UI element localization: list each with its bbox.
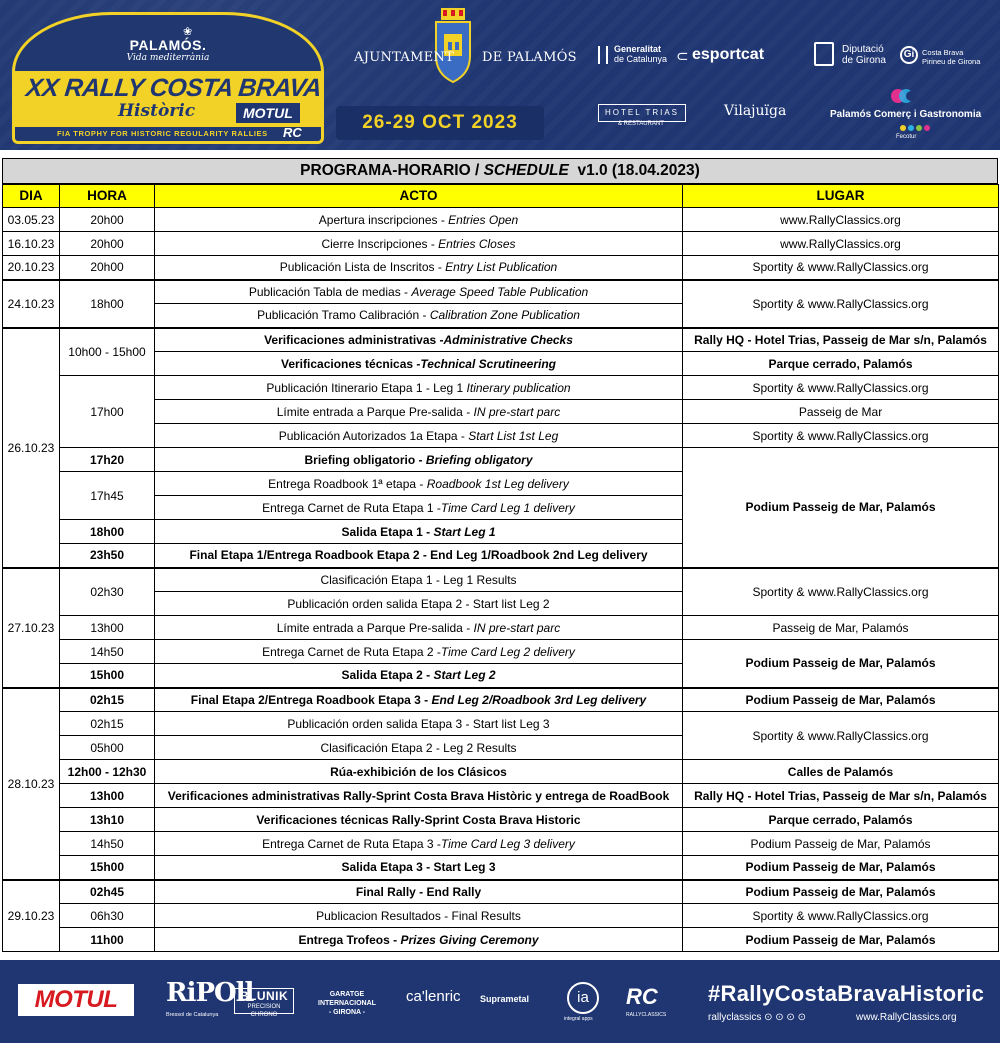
comerc-logo-icon <box>890 86 918 106</box>
comerc-gastronomia-logo: Palamós Comerç i Gastronomia <box>830 109 982 120</box>
hotel-trias-logo: HOTEL TRIAS <box>598 104 686 122</box>
acto-en: Administrative Checks <box>443 332 573 347</box>
table-row <box>3 784 999 808</box>
cell-dia: 16.10.23 <box>3 232 60 256</box>
acto-es: Verificaciones técnicas Rally-Sprint Costa Brava Historic <box>256 812 581 827</box>
motul-logo <box>18 984 134 1016</box>
acto-es: Publicación Tramo Calibración - <box>257 308 430 323</box>
generalitat-icon <box>598 46 608 64</box>
integral-apps-logo: ia <box>567 982 599 1014</box>
garatge-line1: GARATGE <box>329 991 365 998</box>
calenric-logo: ca'lenric <box>406 988 461 1005</box>
cell-hora: 02h45 <box>60 880 155 904</box>
acto-es: Publicación Tabla de medias - <box>248 284 412 299</box>
cell-acto <box>155 376 683 400</box>
acto-en: Start Leg 1 <box>433 524 496 539</box>
cell-lugar: www.RallyClassics.org <box>683 208 999 232</box>
acto-es: Límite entrada a Parque Pre-salida - <box>276 404 474 419</box>
cell-hora: 17h20 <box>60 448 155 472</box>
social-handles: rallyclassics ⊙ ⊙ ⊙ ⊙ <box>708 1012 806 1023</box>
cell-lugar: Sportity & www.RallyClassics.org <box>683 280 999 328</box>
cell-acto <box>155 208 683 232</box>
acto-en: Prizes Giving Ceremony <box>400 932 539 947</box>
cell-acto <box>155 448 683 472</box>
cell-dia: 29.10.23 <box>3 880 60 952</box>
website-link[interactable]: www.RallyClassics.org <box>856 1012 957 1023</box>
cell-lugar: Podium Passeig de Mar, Palamós <box>683 448 999 568</box>
cell-lugar: Calles de Palamós <box>683 760 999 784</box>
acto-es: Salida Etapa 2 - <box>341 668 434 683</box>
cell-acto <box>155 592 683 616</box>
cell-hora: 18h00 <box>60 520 155 544</box>
cell-hora: 02h30 <box>60 568 155 616</box>
cell-hora: 02h15 <box>60 712 155 736</box>
table-row <box>3 448 999 472</box>
table-row <box>3 208 999 232</box>
event-dates: 26-29 OCT 2023 <box>362 112 518 133</box>
table-row <box>3 832 999 856</box>
cell-lugar: Passeig de Mar <box>683 400 999 424</box>
cell-lugar: Parque cerrado, Palamós <box>683 808 999 832</box>
ripoll-logo: RiPOll <box>166 978 254 1008</box>
rallyclassics-subtitle: RALLYCLASSICS <box>626 1012 667 1018</box>
blunik-wordmark: BLUNIK <box>239 989 289 1003</box>
table-row <box>3 256 999 280</box>
table-row <box>3 688 999 712</box>
costa-brava-line1: Costa Brava <box>922 48 964 57</box>
cell-acto <box>155 736 683 760</box>
cell-lugar: Rally HQ - Hotel Trias, Passeig de Mar s/n, Palamós <box>683 328 999 352</box>
cell-acto <box>155 544 683 568</box>
cell-hora: 15h00 <box>60 856 155 880</box>
cell-acto <box>155 400 683 424</box>
cell-hora: 15h00 <box>60 664 155 688</box>
acto-es: Briefing obligatorio - <box>304 452 426 467</box>
acto-es: Verificaciones técnicas - <box>281 356 421 371</box>
diputacio-line1: Diputació <box>842 44 884 55</box>
acto-en: Itinerary publication <box>466 380 571 395</box>
cell-acto <box>155 808 683 832</box>
cell-acto <box>155 688 683 712</box>
acto-es: Rúa-exhibición de los Clásicos <box>330 764 507 779</box>
table-row <box>3 904 999 928</box>
table-row <box>3 880 999 904</box>
suprametal-logo: Suprametal <box>480 994 530 1004</box>
acto-es: Entrega Roadbook 1ª etapa - <box>268 476 427 491</box>
cell-dia: 28.10.23 <box>3 688 60 880</box>
cell-acto <box>155 928 683 952</box>
event-dates-bar <box>336 106 544 140</box>
cell-lugar: Podium Passeig de Mar, Palamós <box>683 928 999 952</box>
cell-hora: 13h10 <box>60 808 155 832</box>
acto-en: Start Leg 2 <box>433 668 496 683</box>
ajuntament-text-right: DE PALAMÓS <box>482 50 577 65</box>
cell-acto <box>155 664 683 688</box>
esportcat-icon: ⊂ <box>676 48 689 65</box>
cell-hora: 14h50 <box>60 832 155 856</box>
acto-en: Entries Closes <box>438 236 516 251</box>
cell-lugar: www.RallyClassics.org <box>683 232 999 256</box>
acto-en: Time Card Leg 3 delivery <box>440 836 575 851</box>
table-row <box>3 808 999 832</box>
acto-en: Calibration Zone Publication <box>429 308 580 323</box>
cell-acto <box>155 712 683 736</box>
cell-acto <box>155 520 683 544</box>
cell-hora: 13h00 <box>60 616 155 640</box>
cell-lugar: Sportity & www.RallyClassics.org <box>683 424 999 448</box>
generalitat-line2: de Catalunya <box>614 54 668 64</box>
acto-en: Briefing obligatory <box>425 452 533 467</box>
cell-hora: 12h00 - 12h30 <box>60 760 155 784</box>
acto-en: Time Card Leg 2 delivery <box>440 644 575 659</box>
cell-lugar: Sportity & www.RallyClassics.org <box>683 256 999 280</box>
table-row <box>3 568 999 592</box>
cell-lugar: Parque cerrado, Palamós <box>683 352 999 376</box>
palamos-mark-icon: ❀ <box>183 26 193 38</box>
acto-es: Final Rally - End Rally <box>355 884 482 899</box>
event-logo <box>12 12 324 144</box>
cell-lugar: Podium Passeig de Mar, Palamós <box>683 832 999 856</box>
footer-sponsors-bar <box>0 960 1000 1043</box>
acto-es: Publicación Itinerario Etapa 1 - Leg 1 <box>266 380 467 395</box>
cell-acto <box>155 256 683 280</box>
cell-acto <box>155 280 683 304</box>
acto-es: Publicación Lista de Inscritos - <box>279 260 446 275</box>
garatge-line3: - GIRONA - <box>328 1009 366 1016</box>
rally-subtitle: Històric <box>118 101 196 121</box>
acto-es: Clasificación Etapa 1 - Leg 1 Results <box>320 572 517 587</box>
ripoll-subtitle: Bressol de Catalunya <box>166 1012 219 1018</box>
schedule-title <box>2 158 998 184</box>
acto-en: Time Card Leg 1 delivery <box>440 500 575 515</box>
acto-en: End Leg 2/Roadbook 3rd Leg delivery <box>431 692 647 707</box>
acto-es: Cierre Inscripciones - <box>321 236 439 251</box>
comerc-dots-icon <box>898 124 938 132</box>
acto-es: Verificaciones administrativas - <box>264 332 444 347</box>
costa-brava-line2: Pirineu de Girona <box>922 57 981 66</box>
table-row <box>3 760 999 784</box>
motul-sponsor-badge: MOTUL <box>236 103 300 123</box>
acto-es: Final Etapa 1/Entrega Roadbook Etapa 2 - End Leg 1/Roadbook 2nd Leg delivery <box>189 548 648 563</box>
cell-dia: 03.05.23 <box>3 208 60 232</box>
acto-en: IN pre-start parc <box>473 404 561 419</box>
cell-hora: 14h50 <box>60 640 155 664</box>
table-row <box>3 928 999 952</box>
garatge-internacional-logo <box>318 990 376 1017</box>
table-row <box>3 616 999 640</box>
acto-en: Roadbook 1st Leg delivery <box>426 476 569 491</box>
cell-acto <box>155 232 683 256</box>
cell-lugar: Passeig de Mar, Palamós <box>683 616 999 640</box>
acto-es: Publicación Autorizados 1a Etapa - <box>278 428 469 443</box>
cell-lugar: Sportity & www.RallyClassics.org <box>683 568 999 616</box>
costa-brava-logo <box>922 48 980 66</box>
hotel-trias-subtitle: & RESTAURANT <box>618 121 664 127</box>
table-row <box>3 328 999 352</box>
diputacio-line2: de Girona <box>842 55 886 66</box>
cell-hora: 17h45 <box>60 472 155 520</box>
acto-es: Entrega Trofeos - <box>298 932 401 947</box>
garatge-line2: INTERNACIONAL <box>318 1000 376 1007</box>
cell-acto <box>155 832 683 856</box>
cell-lugar: Podium Passeig de Mar, Palamós <box>683 688 999 712</box>
cell-acto <box>155 424 683 448</box>
diputacio-logo <box>842 44 886 66</box>
rally-title-band <box>12 71 324 127</box>
cell-hora: 18h00 <box>60 280 155 328</box>
cell-acto <box>155 472 683 496</box>
vilajuiga-logo: Vilajuïga <box>724 103 787 119</box>
cell-hora: 20h00 <box>60 208 155 232</box>
table-row <box>3 712 999 736</box>
cell-lugar: Podium Passeig de Mar, Palamós <box>683 856 999 880</box>
table-row <box>3 856 999 880</box>
generalitat-line1: Generalitat <box>614 44 662 54</box>
cell-acto <box>155 904 683 928</box>
cell-lugar: Rally HQ - Hotel Trias, Passeig de Mar s/n, Palamós <box>683 784 999 808</box>
cell-lugar: Podium Passeig de Mar, Palamós <box>683 880 999 904</box>
cell-hora: 10h00 - 15h00 <box>60 328 155 376</box>
cell-hora: 17h00 <box>60 376 155 448</box>
ajuntament-text-left: AJUNTAMENT <box>354 50 455 65</box>
cell-acto <box>155 568 683 592</box>
column-header-hora: HORA <box>60 185 155 208</box>
schedule-title-version: v1.0 (18.04.2023) <box>568 162 700 179</box>
cell-dia: 20.10.23 <box>3 256 60 280</box>
table-row <box>3 232 999 256</box>
acto-es: Publicación orden salida Etapa 3 - Start list Leg 3 <box>287 716 550 731</box>
cell-lugar: Sportity & www.RallyClassics.org <box>683 904 999 928</box>
cell-dia: 27.10.23 <box>3 568 60 688</box>
rally-title: XX RALLY COSTA BRAVA <box>24 74 323 102</box>
cell-hora: 23h50 <box>60 544 155 568</box>
acto-es: Límite entrada a Parque Pre-salida - <box>276 620 474 635</box>
acto-en: Technical Scrutineering <box>420 356 556 371</box>
table-row <box>3 280 999 304</box>
blunik-logo <box>234 988 294 1018</box>
column-header-lugar: LUGAR <box>683 185 999 208</box>
cell-acto <box>155 784 683 808</box>
acto-es: Entrega Carnet de Ruta Etapa 3 - <box>262 836 441 851</box>
cell-hora: 05h00 <box>60 736 155 760</box>
cell-hora: 06h30 <box>60 904 155 928</box>
cell-acto <box>155 328 683 352</box>
cell-acto <box>155 616 683 640</box>
table-row <box>3 640 999 664</box>
cell-acto <box>155 880 683 904</box>
cell-dia: 26.10.23 <box>3 328 60 568</box>
event-hashtag: #RallyCostaBravaHistoric <box>708 981 985 1006</box>
acto-es: Salida Etapa 1 - <box>341 524 434 539</box>
acto-en: Entries Open <box>448 212 519 227</box>
acto-es: Entrega Carnet de Ruta Etapa 1 - <box>262 500 441 515</box>
acto-es: Publicación orden salida Etapa 2 - Start list Leg 2 <box>287 596 550 611</box>
cell-acto <box>155 640 683 664</box>
esportcat-logo: esportcat <box>692 46 765 63</box>
schedule-section <box>2 158 998 952</box>
acto-en: Average Speed Table Publication <box>411 284 589 299</box>
cell-acto <box>155 760 683 784</box>
acto-es: Final Etapa 2/Entrega Roadbook Etapa 3 - <box>190 692 432 707</box>
cell-hora: 11h00 <box>60 928 155 952</box>
cell-acto <box>155 496 683 520</box>
rc-logo: RC <box>283 125 302 140</box>
schedule-header-row <box>3 185 999 208</box>
cell-lugar: Sportity & www.RallyClassics.org <box>683 712 999 760</box>
header-banner <box>0 0 1000 150</box>
schedule-title-part1: PROGRAMA-HORARIO / <box>300 162 484 179</box>
costa-brava-icon: Gi <box>900 46 918 64</box>
column-header-acto: ACTO <box>155 185 683 208</box>
acto-es: Clasificación Etapa 2 - Leg 2 Results <box>320 740 517 755</box>
diputacio-icon <box>814 42 834 66</box>
cell-hora: 02h15 <box>60 688 155 712</box>
acto-es: Entrega Carnet de Ruta Etapa 2 - <box>262 644 441 659</box>
acto-es: Verificaciones administrativas Rally-Sprint Costa Brava Històric y entrega de RoadBook <box>167 788 670 803</box>
fecotur-label: Fecotur <box>896 134 917 140</box>
cell-lugar: Podium Passeig de Mar, Palamós <box>683 640 999 688</box>
motul-wordmark: MOTUL <box>34 986 118 1013</box>
acto-es: Salida Etapa 3 - Start Leg 3 <box>341 860 496 875</box>
schedule-title-italic: SCHEDULE <box>483 162 569 179</box>
palamos-coat-of-arms-icon <box>432 8 474 84</box>
palamos-wordmark: PALAMÓS. <box>129 37 207 53</box>
generalitat-logo <box>614 44 667 64</box>
cell-hora: 13h00 <box>60 784 155 808</box>
column-header-dia: DIA <box>3 185 60 208</box>
cell-hora: 20h00 <box>60 256 155 280</box>
cell-acto <box>155 352 683 376</box>
cell-dia: 24.10.23 <box>3 280 60 328</box>
blunik-subtitle: PRECISION CHRONO <box>247 1004 281 1018</box>
acto-es: Apertura inscripciones - <box>318 212 449 227</box>
rallyclassics-logo: RC <box>626 984 658 1009</box>
acto-en: Start List 1st Leg <box>468 428 559 443</box>
acto-en: IN pre-start parc <box>473 620 561 635</box>
palamos-tagline: Vida mediterrània <box>126 53 210 63</box>
acto-en: Entry List Publication <box>445 260 558 275</box>
schedule-table <box>2 184 999 952</box>
fia-trophy-line: FIA TROPHY FOR HISTORIC REGULARITY RALLIES <box>57 129 268 138</box>
cell-hora: 20h00 <box>60 232 155 256</box>
acto-es: Publicacion Resultados - Final Results <box>316 908 521 923</box>
integral-apps-subtitle: integral apps <box>564 1016 593 1022</box>
table-row <box>3 376 999 400</box>
cell-lugar: Sportity & www.RallyClassics.org <box>683 376 999 400</box>
cell-acto <box>155 856 683 880</box>
cell-acto <box>155 304 683 328</box>
